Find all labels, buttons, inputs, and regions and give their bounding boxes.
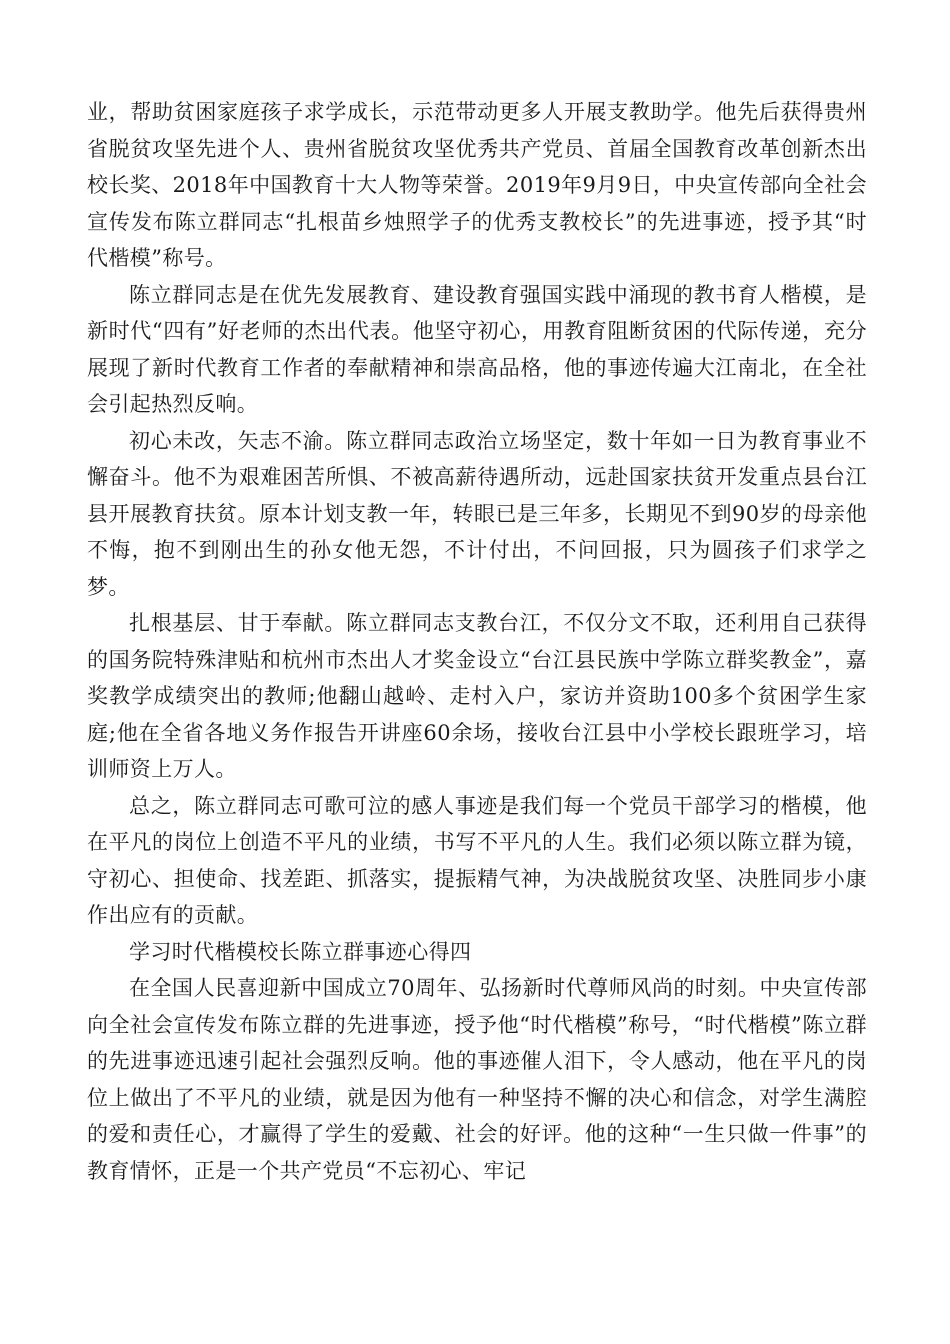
paragraph: 总之，陈立群同志可歌可泣的感人事迹是我们每一个党员干部学习的楷模，他在平凡的岗位上创造不平凡的业绩，书写不平凡的人生。我们必须以陈立群为镜，守初心、担使命、找差距、抓落实，提振精气神，为决战脱贫攻坚、决胜同步小康作出应有的贡献。	[87, 793, 867, 927]
paragraph: 陈立群同志是在优先发展教育、建设教育强国实践中涌现的教书育人楷模，是新时代“四有”好老师的杰出代表。他坚守初心，用教育阻断贫困的代际传递，充分展现了新时代教育工作者的奉献精神和崇高品格，他的事迹传遍大江南北，在全社会引起热烈反响。	[87, 282, 867, 416]
section-heading: 学习时代楷模校长陈立群事迹心得四	[129, 939, 472, 964]
paragraph-continued: 业，帮助贫困家庭孩子求学成长，示范带动更多人开展支教助学。他先后获得贵州省脱贫攻坚先进个人、贵州省脱贫攻坚优秀共产党员、首届全国教育改革创新杰出校长奖、2018年中国教育十大人物等荣誉。2019年9月9日，中央宣传部向全社会宣传发布陈立群同志“扎根苗乡烛照学子的优秀支教校长”的先进事迹，授予其“时代楷模”称号。	[87, 100, 867, 270]
paragraph: 扎根基层、甘于奉献。陈立群同志支教台江，不仅分文不取，还利用自己获得的国务院特殊津贴和杭州市杰出人才奖金设立“台江县民族中学陈立群奖教金”，嘉奖教学成绩突出的教师;他翻山越岭、走村入户，家访并资助100多个贫困学生家庭;他在全省各地义务作报告开讲座60余场，接收台江县中小学校长跟班学习，培训师资上万人。	[87, 611, 867, 781]
paragraph: 初心未改，矢志不渝。陈立群同志政治立场坚定，数十年如一日为教育事业不懈奋斗。他不为艰难困苦所惧、不被高薪待遇所动，远赴国家扶贫开发重点县台江县开展教育扶贫。原本计划支教一年，转眼已是三年多，长期见不到90岁的母亲他不悔，抱不到刚出生的孙女他无怨，不计付出，不问回报，只为圆孩子们求学之梦。	[87, 428, 867, 599]
document-page	[87, 94, 867, 1189]
paragraph: 在全国人民喜迎新中国成立70周年、弘扬新时代尊师风尚的时刻。中央宣传部向全社会宣传发布陈立群的先进事迹，授予他“时代楷模”称号，“时代楷模”陈立群的先进事迹迅速引起社会强烈反响。他的事迹催人泪下，令人感动，他在平凡的岗位上做出了不平凡的业绩，就是因为他有一种坚持不懈的决心和信念，对学生满腔的爱和责任心，才赢得了学生的爱戴、社会的好评。他的这种“一生只做一件事”的教育情怀，正是一个共产党员“不忘初心、牢记	[87, 976, 867, 1183]
